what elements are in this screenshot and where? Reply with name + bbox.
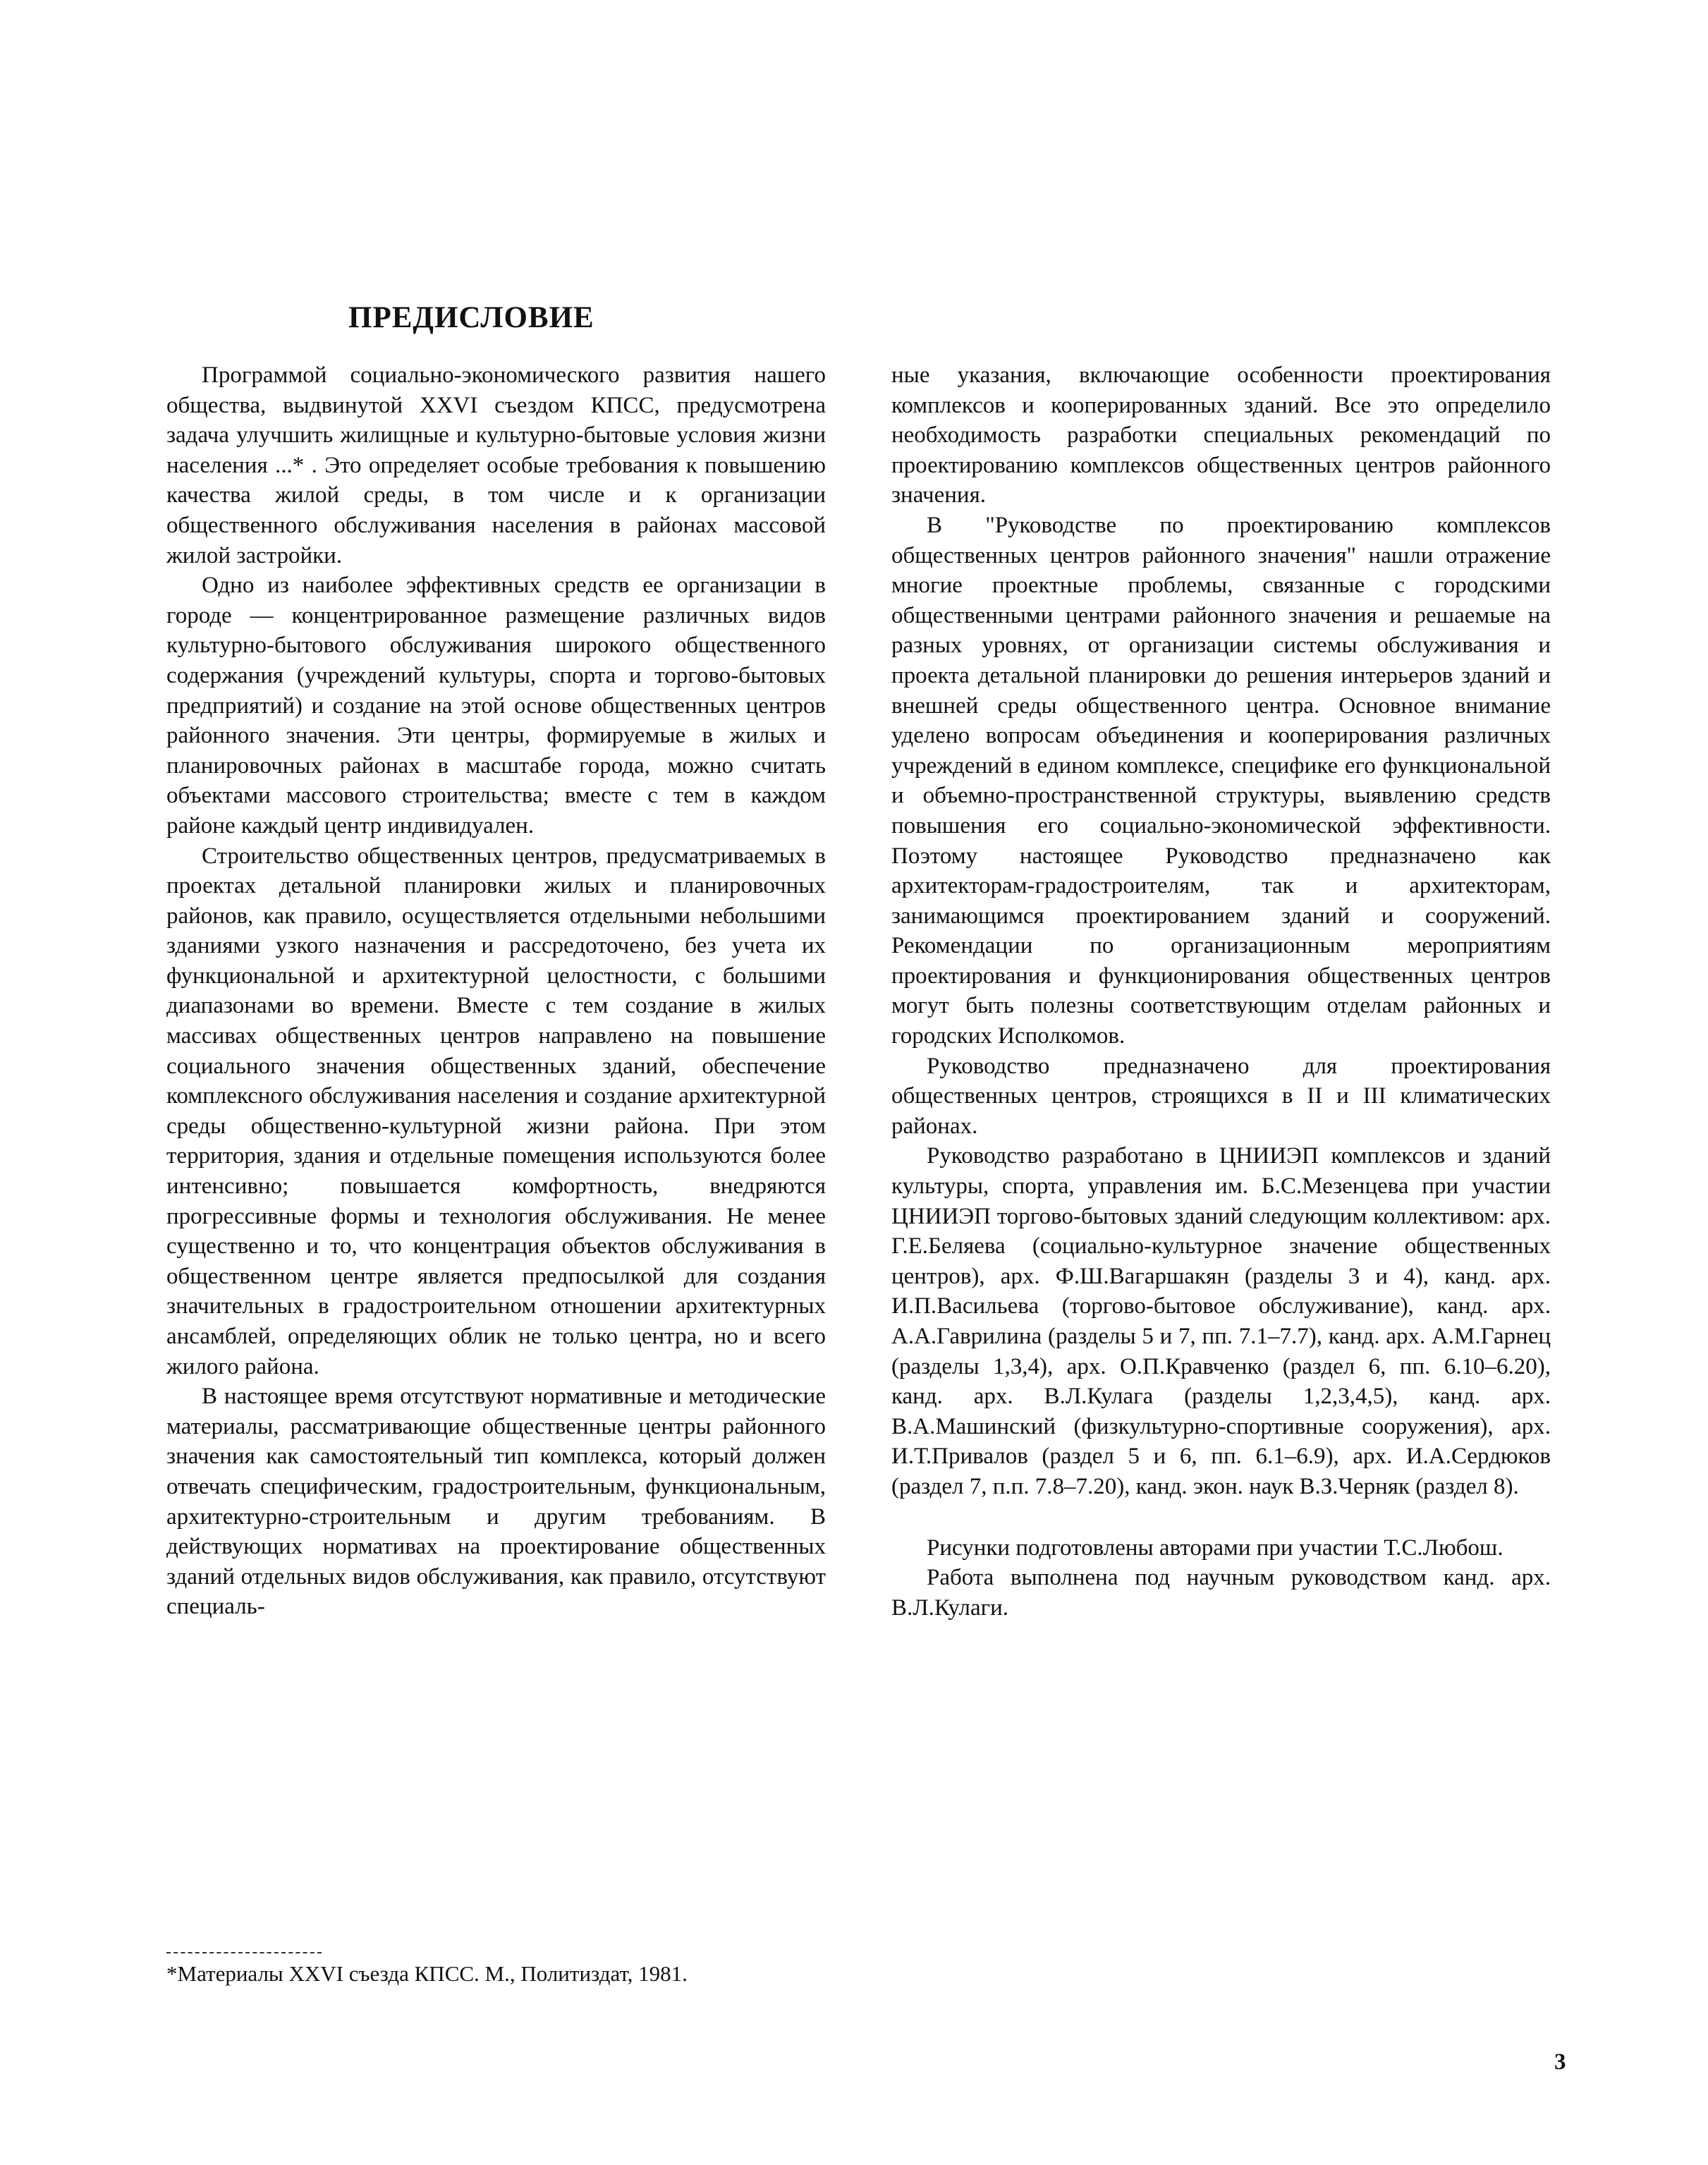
footnote-divider: [166, 1952, 322, 1953]
left-column: [166, 360, 826, 1622]
paragraph: Одно из наиболее эффективных средств ее организации в городе — концентрированное размещение различных видов культурно-бытового обслуживания широкого общественного содержания (учреждений культуры, спорта и торгово-бытовых предприятий) и создание на этой основе общественных центров районного значения. Эти центры, формируемые в жилых и планировочных районах в масштабе города, можно считать объектами массового строительства; вместе с тем в каждом районе каждый центр индивидуален.: [166, 573, 826, 838]
paragraph: В "Руководстве по проектированию комплексов общественных центров районного значения" нашли отражение многие проектные проблемы, связанные с городскими общественными центрами районного значения и решаемые на разных уровнях, от организации системы обслуживания и проекта детальной планировки до решения интерьеров зданий и внешней среды общественного центра. Основное внимание уделено вопросам объединения и кооперирования различных учреждений в едином комплексе, специфике его функциональной и объемно-пространственной структуры, выявлению средств повышения его социально-экономической эффективности. Поэтому настоящее Руководство предназначено как архитекторам-градостроителям, так и архитекторам, занимающимся проектированием зданий и сооружений. Рекомендации по организационным мероприятиям проектирования и функционирования общественных центров могут быть полезны соответствующим отделам районных и городских Исполкомов.: [891, 512, 1551, 1049]
footnote: *Материалы XXVI съезда КПСС. М., Политиздат, 1981.: [166, 1961, 688, 1986]
paragraph: В настоящее время отсутствуют нормативные и методические материалы, рассматривающие общественные центры районного значения как самостоятельный тип комплекса, который должен отвечать специфическим, градостроительным, функциональным, архитектурно-строительным и другим требованиям. В действующих нормативах на проектирование общественных зданий отдельных видов обслуживания, как правило, отсутствуют специаль-: [166, 1384, 826, 1620]
credits-supervision: Работа выполнена под научным руководством канд. арх. В.Л.Кулаги.: [891, 1565, 1551, 1621]
right-column: [891, 360, 1551, 1623]
credits-illustrations: Рисунки подготовлены авторами при участии Т.С.Любош.: [927, 1535, 1503, 1561]
page-number: 3: [1554, 2049, 1566, 2075]
page-title: ПРЕДИСЛОВИЕ: [348, 301, 594, 334]
paragraph: Руководство предназначено для проектирования общественных центров, строящихся в II и III климатических районах.: [891, 1053, 1551, 1139]
paragraph: Строительство общественных центров, предусматриваемых в проектах детальной планировки жилых и планировочных районов, как правило, осуществляется отдельными небольшими зданиями узкого назначения и рассредоточено, без учета их функциональной и архитектурной целостности, с большими диапазонами во времени. Вместе с тем создание в жилых массивах общественных центров направлено на повышение социального значения общественных зданий, обеспечение комплексного обслуживания населения и создание архитектурной среды общественно-культурной жизни района. При этом территория, здания и отдельные помещения используются более интенсивно; повышается комфортность, внедряются прогрессивные формы и технология обслуживания. Не менее существенно и то, что концентрация объектов обслуживания в общественном центре является предпосылкой для создания значительных в градостроительном отношении архитектурных ансамблей, определяющих облик не только центра, но и всего жилого района.: [166, 843, 826, 1379]
paragraph-continuation: ные указания, включающие особенности проектирования комплексов и кооперированных зданий. Все это определило необходимость разработки специальных рекомендаций по проектированию комплексов общественных центров районного значения.: [891, 362, 1551, 508]
paragraph: Программой социально-экономического развития нашего общества, выдвинутой XXVI съездом КПСС, предусмотрена задача улучшить жилищные и культурно-бытовые условия жизни населения ...* . Это определяет особые требования к повышению качества жилой среды, в том числе и к организации общественного обслуживания населения в районах массовой жилой застройки.: [166, 362, 826, 568]
paragraph: Руководство разработано в ЦНИИЭП комплексов и зданий культуры, спорта, управления им. Б.С.Мезенцева при участии ЦНИИЭП торгово-бытовых зданий следующим коллективом: арх. Г.Е.Беляева (социально-культурное значение общественных центров), арх. Ф.Ш.Вагаршакян (разделы 3 и 4), канд. арх. И.П.Васильева (торгово-бытовое обслуживание), канд. арх. А.А.Гаврилина (разделы 5 и 7, пп. 7.1–7.7), канд. арх. А.М.Гарнец (разделы 1,3,4), арх. О.П.Кравченко (раздел 6, пп. 6.10–6.20), канд. арх. В.Л.Кулага (разделы 1,2,3,4,5), канд. арх. В.А.Машинский (физкультурно-спортивные сооружения), арх. И.Т.Привалов (раздел 5 и 6, пп. 6.1–6.9), арх. И.А.Сердюков (раздел 7, п.п. 7.8–7.20), канд. экон. наук В.З.Черняк (раздел 8).: [891, 1143, 1551, 1499]
